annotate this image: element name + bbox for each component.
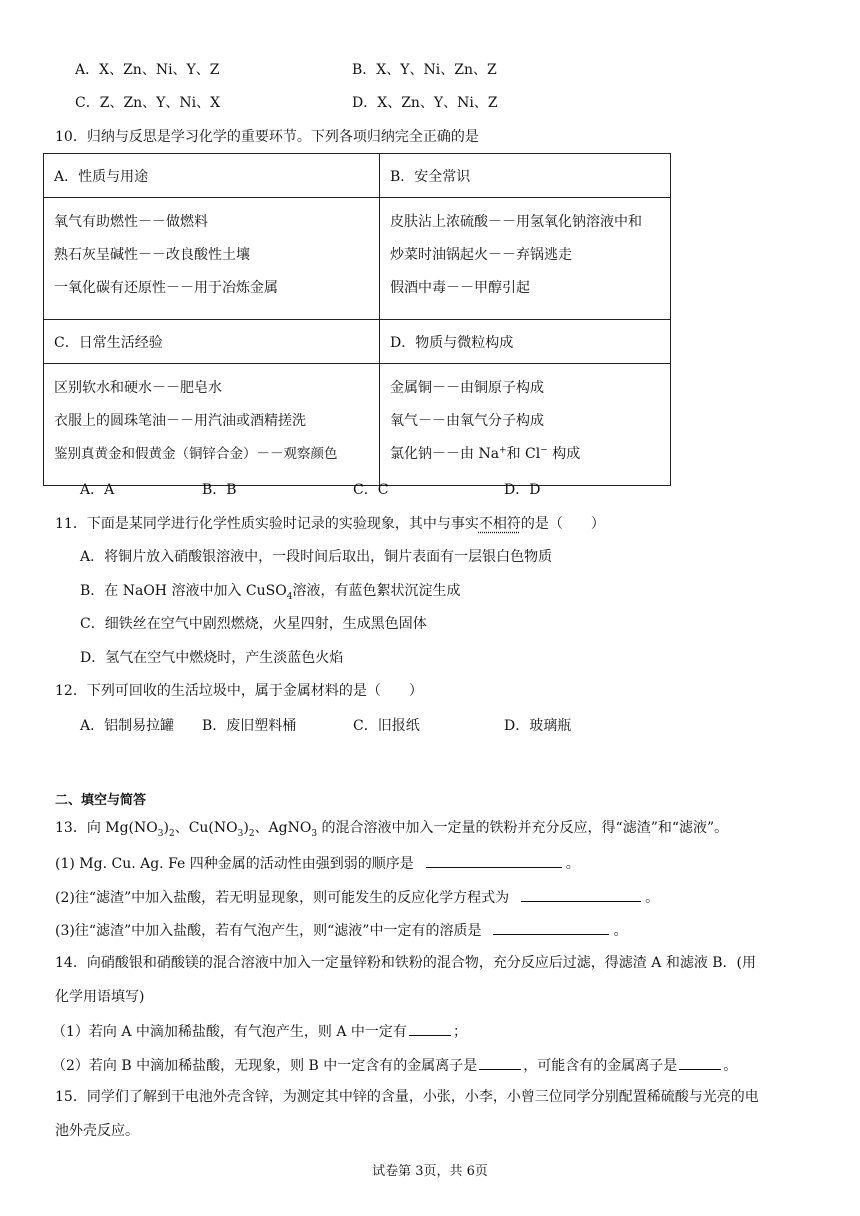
table-line: 皮肤沾上浓硫酸－－用氢氧化钠溶液中和: [390, 214, 642, 230]
table-line: 区别软水和硬水－－肥皂水: [54, 380, 222, 396]
emphasis-text: 不相符: [478, 516, 521, 532]
subscript: 4: [286, 591, 293, 602]
q15-stem-line1: 15．同学们了解到干电池外壳含锌，为测定其中锌的含量，小张，小李，小曾三位同学分别配置稀硫酸与光亮的电: [55, 1089, 759, 1105]
q13-sub3: [55, 920, 627, 940]
q14-stem-line1: 14．向硝酸银和硝酸镁的混合溶液中加入一定量锌粉和铁粉的混合物，充分反应后过滤，得滤渣 A 和滤液 B．(用: [55, 955, 757, 971]
text-segment: 和 Cl: [506, 446, 541, 462]
answer-blank[interactable]: [493, 920, 609, 935]
subscript: 3: [237, 828, 244, 839]
q9-option-a: A．X、Zn、Ni、Y、Z: [75, 62, 220, 78]
q14-sub2: [52, 1055, 737, 1075]
q9-option-d: D．X、Zn、Y、Ni、Z: [352, 95, 498, 111]
section-title: 二、填空与简答: [55, 793, 147, 808]
text-segment: ；: [452, 1024, 467, 1040]
q14-stem-line2: 化学用语填写): [55, 989, 145, 1005]
q12-option-d: D．玻璃瓶: [504, 718, 572, 734]
text-segment: ): [163, 820, 169, 836]
q11-option-a: A．将铜片放入硝酸银溶液中，一段时间后取出，铜片表面有一层银白色物质: [80, 549, 553, 565]
text-segment: 13．向 Mg(NO: [55, 820, 158, 836]
q14-sub1: [52, 1021, 467, 1041]
q9-option-b: B．X、Y、Ni、Zn、Z: [352, 62, 497, 78]
text-segment: 。: [723, 1058, 738, 1074]
text-segment: 的是（ ）: [520, 516, 605, 532]
q13-sub2: [55, 887, 659, 907]
text-segment: 构成: [547, 446, 581, 462]
q10-option-a: A．A: [80, 482, 115, 498]
answer-blank[interactable]: [521, 887, 641, 902]
text-segment: （2）若向 B 中滴加稀盐酸，无现象，则 B 中一定含有的金属离子是: [52, 1058, 478, 1074]
table-line: 衣服上的圆珠笔油－－用汽油或酒精搓洗: [54, 413, 306, 429]
text-segment: 。: [613, 923, 628, 939]
table-cell-a-head: A．性质与用途: [44, 154, 380, 198]
text-segment: （1）若向 A 中滴加稀盐酸，有气泡产生，则 A 中一定有: [52, 1024, 407, 1040]
table-line: 金属铜－－由铜原子构成: [390, 380, 544, 396]
answer-blank[interactable]: [409, 1021, 451, 1036]
text-segment: ，可能含有的金属离子是: [523, 1058, 678, 1074]
q11-stem: [55, 515, 605, 533]
q11-option-c: C．细铁丝在空气中剧烈燃烧，火星四射，生成黑色固体: [80, 616, 427, 632]
q13-stem: [55, 819, 728, 837]
text-segment: 溶液，有蓝色絮状沉淀生成: [292, 583, 461, 599]
table-line-nacl: [390, 438, 660, 471]
table-line: 一氧化碳有还原性－－用于冶炼金属: [54, 280, 278, 296]
superscript: −: [540, 445, 548, 456]
table-line: 炒菜时油锅起火－－弃锅逃走: [390, 247, 572, 263]
q11-option-d: D．氢气在空气中燃烧时，产生淡蓝色火焰: [80, 650, 344, 666]
table-cell-a-body: [44, 198, 380, 320]
q11-option-b: [80, 582, 460, 600]
table-line: 假酒中毒－－甲醇引起: [390, 280, 530, 296]
text-segment: B．在 NaOH 溶液中加入 CuSO: [80, 583, 287, 599]
superscript: +: [499, 445, 507, 456]
table-line: 熟石灰呈碱性－－改良酸性土壤: [54, 247, 250, 263]
subscript: 3: [311, 828, 318, 839]
text-segment: 、Cu(NO: [174, 820, 238, 836]
text-segment: 、AgNO: [254, 820, 312, 836]
text-segment: (1) Mg. Cu. Ag. Fe 四种金属的活动性由强到弱的顺序是: [55, 856, 414, 872]
text-segment: 。: [645, 890, 660, 906]
q13-sub1: [55, 853, 580, 873]
table-cell-d-body: [380, 364, 671, 486]
text-segment: (2)往“滤渣”中加入盐酸，若无明显现象，则可能发生的反应化学方程式为: [55, 890, 510, 906]
answer-blank[interactable]: [479, 1055, 521, 1070]
q10-option-c: C．C: [353, 482, 389, 498]
q12-option-c: C．旧报纸: [353, 718, 420, 734]
answer-blank[interactable]: [426, 853, 562, 868]
page-footer: 试卷第 3页，共 6页: [372, 1164, 488, 1179]
table-line: 鉴别真黄金和假黄金（铜锌合金）－－观察颜色: [54, 446, 338, 462]
q10-option-d: D．D: [504, 482, 541, 498]
subscript: 3: [157, 828, 164, 839]
table-cell-b-body: [380, 198, 671, 320]
text-segment: (3)往“滤渣”中加入盐酸，若有气泡产生，则“滤液”中一定有的溶质是: [55, 923, 482, 939]
q10-stem: 10．归纳与反思是学习化学的重要环节。下列各项归纳完全正确的是: [55, 129, 479, 145]
q12-option-b: B．废旧塑料桶: [202, 718, 297, 734]
q10-option-b: B．B: [202, 482, 237, 498]
answer-blank[interactable]: [679, 1055, 721, 1070]
table-cell-c-head: C．日常生活经验: [44, 320, 380, 364]
table-line: 氧气有助燃性－－做燃料: [54, 214, 208, 230]
table-cell-c-body: [44, 364, 380, 486]
q15-stem-line2: 池外壳反应。: [55, 1123, 139, 1139]
text-segment: 氯化钠－－由 Na: [390, 446, 500, 462]
text-segment: 。: [565, 856, 580, 872]
table-cell-d-head: D．物质与微粒构成: [380, 320, 671, 364]
text-segment: 11．下面是某同学进行化学性质实验时记录的实验现象，其中与事实: [55, 516, 479, 532]
subscript: 2: [248, 828, 255, 839]
q12-option-a: A．铝制易拉罐: [80, 718, 175, 734]
q9-option-c: C．Z、Zn、Y、Ni、X: [75, 95, 221, 111]
table-cell-b-head: B．安全常识: [380, 154, 671, 198]
table-line: 氧气－－由氧气分子构成: [390, 413, 544, 429]
text-segment: ): [243, 820, 249, 836]
text-segment: 的混合溶液中加入一定量的铁粉并充分反应，得“滤渣”和“滤液”。: [317, 820, 729, 836]
q12-stem: 12．下列可回收的生活垃圾中，属于金属材料的是（ ）: [55, 683, 423, 699]
q10-summary-table: [43, 153, 671, 486]
subscript: 2: [168, 828, 175, 839]
